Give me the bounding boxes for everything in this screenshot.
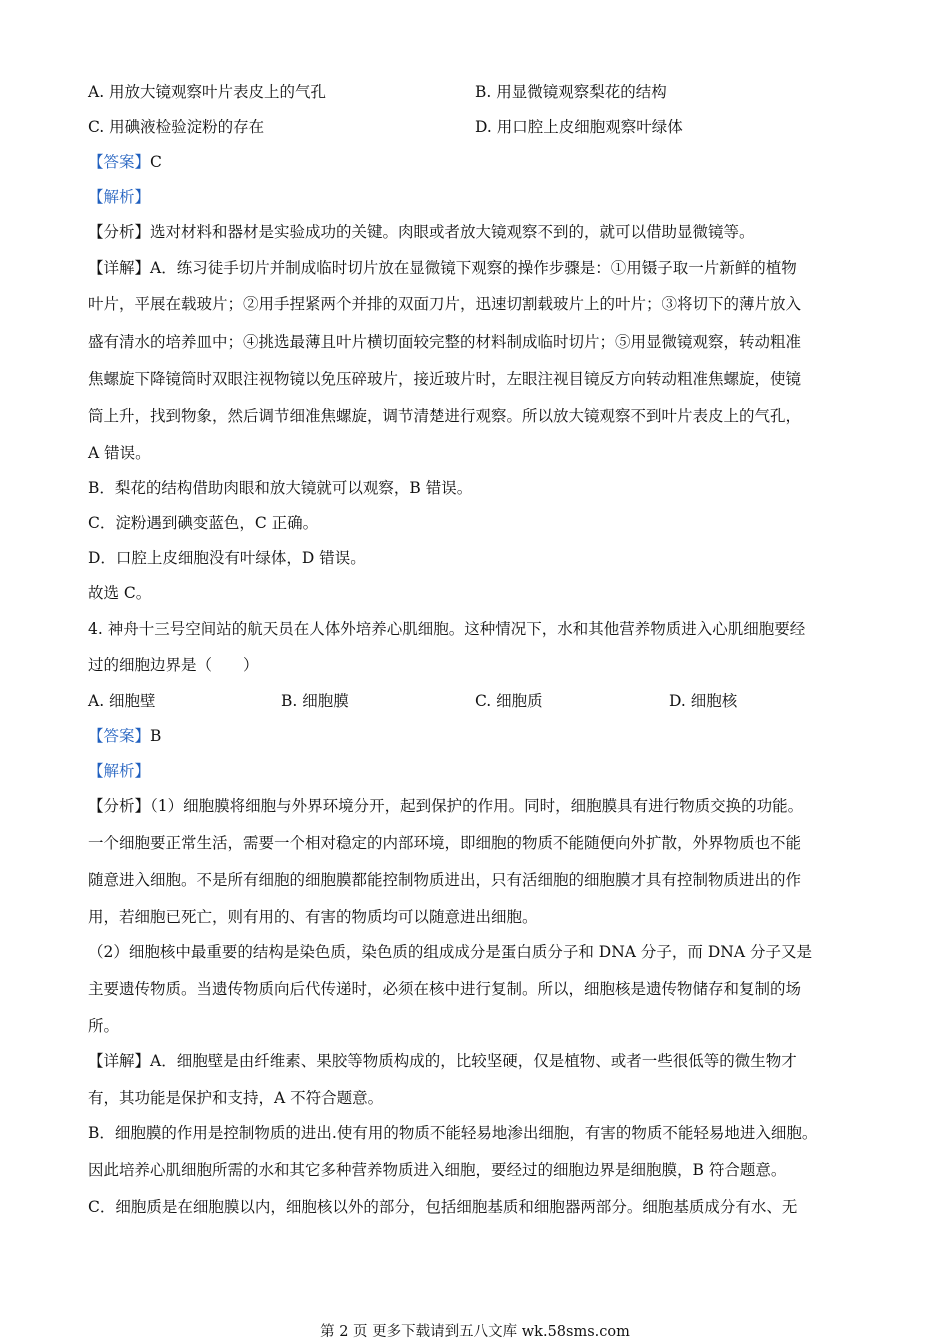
q3-analysis-line: B．梨花的结构借助肉眼和放大镜就可以观察，B 错误。 — [88, 479, 473, 497]
q3-option-b: B. 用显微镜观察梨花的结构 — [475, 83, 667, 101]
q4-option-a: A. 细胞壁 — [88, 692, 156, 710]
answer-tag: 【答案】 — [88, 727, 151, 745]
q3-analysis-line: 盛有清水的培养皿中；④挑选最薄且叶片横切面较完整的材料制成临时切片；⑤用显微镜观察，转动粗准 — [88, 333, 802, 351]
q4-stem-line: 4. 神舟十三号空间站的航天员在人体外培养心肌细胞。这种情况下，水和其他营养物质进入心肌细胞要经 — [88, 620, 806, 638]
q3-analysis-line: 【分析】选对材料和器材是实验成功的关键。肉眼或者放大镜观察不到的，就可以借助显微镜等。 — [88, 223, 755, 241]
q4-stem-line: 过的细胞边界是（ ） — [88, 656, 259, 674]
q4-analysis-line: C．细胞质是在细胞膜以内，细胞核以外的部分，包括细胞基质和细胞器两部分。细胞基质成分有水、无 — [88, 1198, 798, 1216]
q3-answer — [88, 151, 162, 173]
q3-option-a: A. 用放大镜观察叶片表皮上的气孔 — [88, 83, 327, 101]
answer-value: B — [150, 727, 162, 745]
answer-value: C — [150, 153, 162, 171]
q4-analysis-line: 有，其功能是保护和支持，A 不符合题意。 — [88, 1089, 384, 1107]
q3-analysis-line: A 错误。 — [88, 444, 151, 462]
q4-answer — [88, 725, 161, 747]
q3-option-c: C. 用碘液检验淀粉的存在 — [88, 118, 265, 136]
q4-analysis-line: B．细胞膜的作用是控制物质的进出.使有用的物质不能轻易地渗出细胞，有害的物质不能轻易地进入细胞。 — [88, 1124, 818, 1142]
q3-analysis-line: 筒上升，找到物象，然后调节细准焦螺旋，调节清楚进行观察。所以放大镜观察不到叶片表皮上的气孔， — [88, 407, 802, 425]
answer-tag: 【答案】 — [88, 153, 151, 171]
q4-analysis-line: 一个细胞要正常生活，需要一个相对稳定的内部环境，即细胞的物质不能随便向外扩散，外界物质也不能 — [88, 834, 802, 852]
q4-analysis-line: 随意进入细胞。不是所有细胞的细胞膜都能控制物质进出，只有活细胞的细胞膜才具有控制物质进出的作 — [88, 871, 802, 889]
q4-option-c: C. 细胞质 — [475, 692, 543, 710]
q3-analysis-line: 焦螺旋下降镜筒时双眼注视物镜以免压碎玻片，接近玻片时，左眼注视目镜反方向转动粗准焦螺旋，使镜 — [88, 370, 802, 388]
q4-analysis-line: 用，若细胞已死亡，则有用的、有害的物质均可以随意进出细胞。 — [88, 908, 538, 926]
q3-analysis-line: 叶片，平展在载玻片；②用手捏紧两个并排的双面刀片，迅速切割载玻片上的叶片；③将切下的薄片放入 — [88, 295, 802, 313]
page-footer: 第 2 页 更多下载请到五八文库 wk.58sms.com — [320, 1324, 630, 1340]
q3-analysis-tag: 【解析】 — [88, 188, 151, 206]
q3-analysis-line: C．淀粉遇到碘变蓝色，C 正确。 — [88, 514, 319, 532]
q4-analysis-tag: 【解析】 — [88, 762, 151, 780]
q4-analysis-line: 【详解】A．细胞壁是由纤维素、果胶等物质构成的，比较坚硬，仅是植物、或者一些很低等的微生物才 — [88, 1052, 797, 1070]
q4-analysis-line: 因此培养心肌细胞所需的水和其它多种营养物质进入细胞，要经过的细胞边界是细胞膜，B 符合题意。 — [88, 1161, 787, 1179]
q3-analysis-line: D．口腔上皮细胞没有叶绿体，D 错误。 — [88, 549, 366, 567]
q4-analysis-line: 所。 — [88, 1017, 120, 1035]
q4-option-b: B. 细胞膜 — [281, 692, 349, 710]
q4-analysis-line: 主要遗传物质。当遗传物质向后代传递时，必须在核中进行复制。所以，细胞核是遗传物储存和复制的场 — [88, 980, 802, 998]
q4-option-d: D. 细胞核 — [669, 692, 738, 710]
q4-analysis-line: 【分析】（1）细胞膜将细胞与外界环境分开，起到保护的作用。同时，细胞膜具有进行物质交换的功能。 — [88, 797, 804, 815]
q4-analysis-line: （2）细胞核中最重要的结构是染色质，染色质的组成成分是蛋白质分子和 DNA 分子，而 DNA 分子又是 — [88, 943, 812, 961]
q3-option-d: D. 用口腔上皮细胞观察叶绿体 — [475, 118, 683, 136]
q3-analysis-line: 故选 C。 — [88, 584, 152, 602]
q3-analysis-line: 【详解】A．练习徒手切片并制成临时切片放在显微镜下观察的操作步骤是：①用镊子取一片新鲜的植物 — [88, 259, 797, 277]
